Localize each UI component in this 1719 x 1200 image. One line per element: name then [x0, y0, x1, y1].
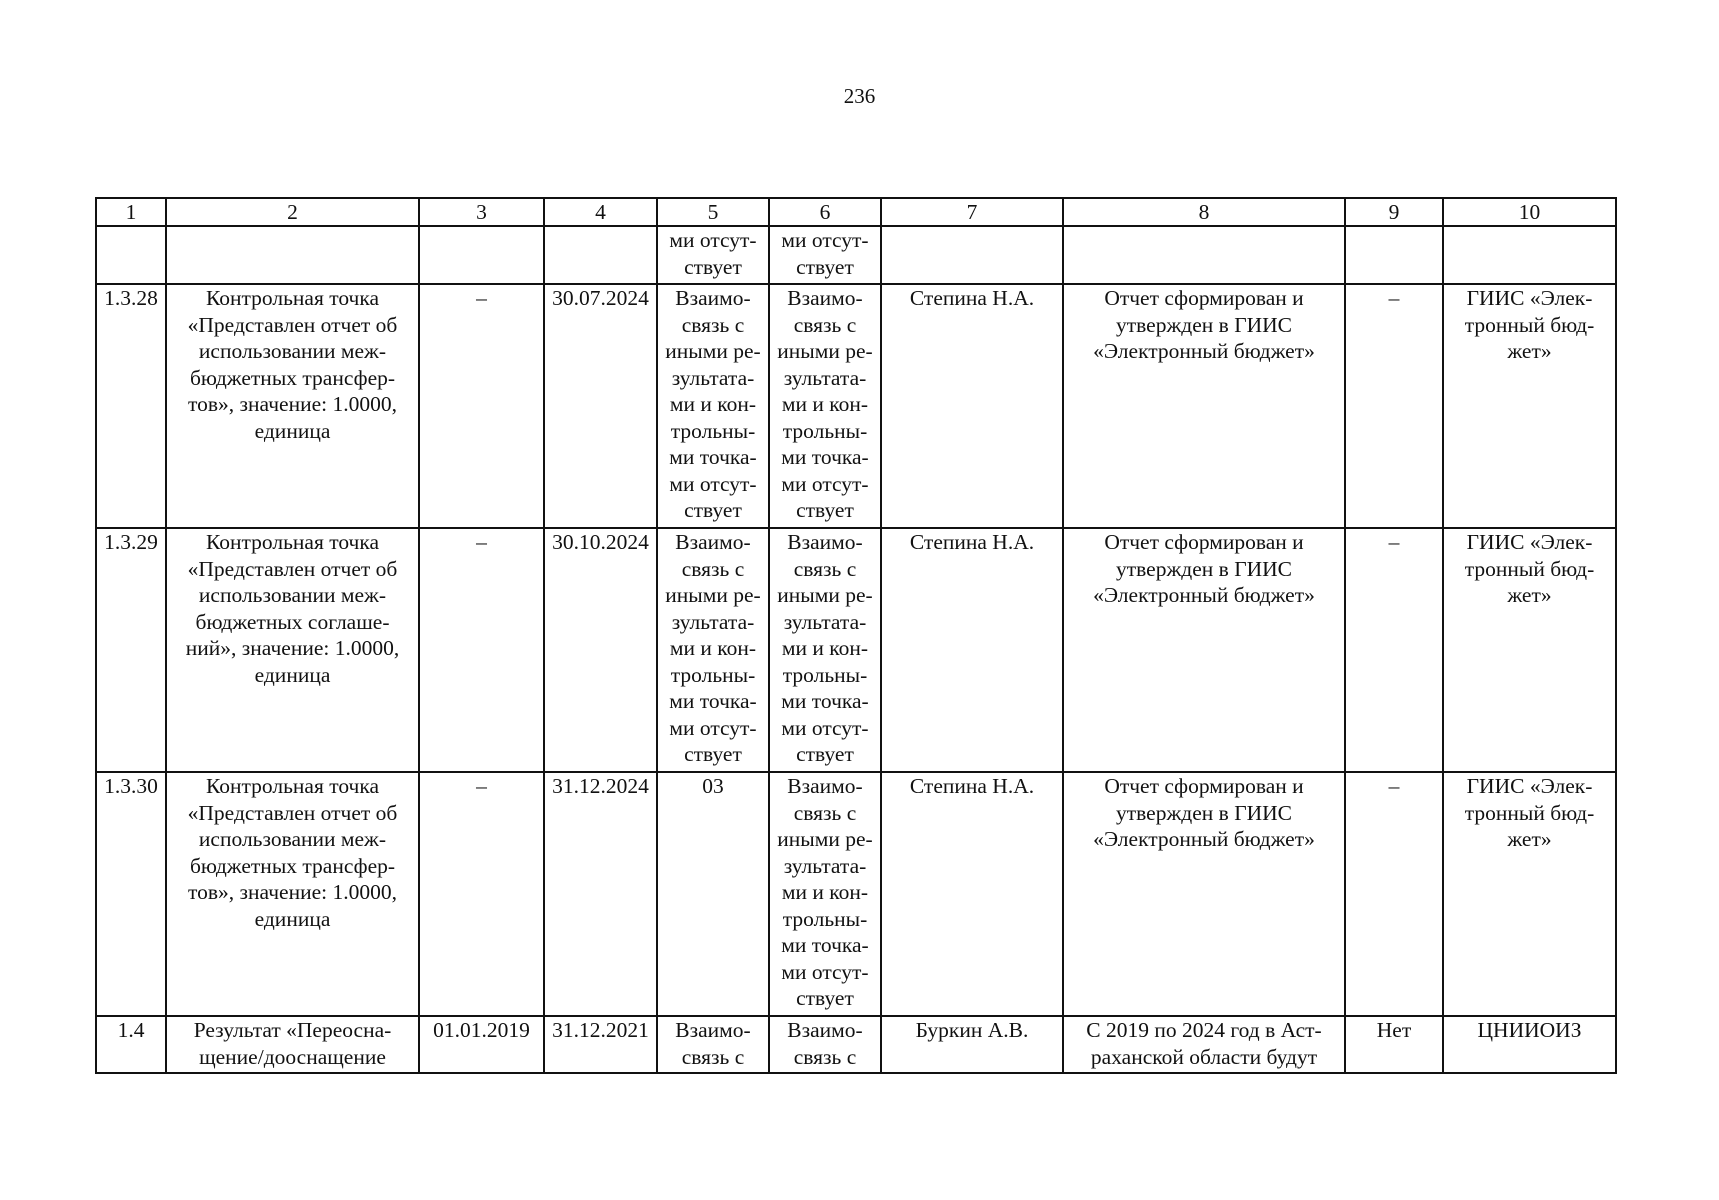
cell-text-line: утвержден в ГИИС: [1115, 800, 1293, 825]
cell-text-line: Взаимо-: [675, 1018, 751, 1042]
table-cell: [419, 226, 544, 284]
cell-text-line: Контрольная точка: [205, 774, 380, 798]
table-cell: [1063, 528, 1345, 772]
table-cell: Степина Н.А.: [881, 772, 1063, 1016]
table-cell: [544, 226, 657, 284]
header-cell: 8: [1063, 198, 1345, 226]
table-row: [96, 772, 1616, 1016]
cell-text-line: Результат «Переосна-: [193, 1018, 392, 1042]
cell-text-line: иными ре-: [665, 583, 761, 607]
table-cell: [769, 284, 881, 528]
cell-text-line: связь с: [681, 1044, 745, 1069]
cell-text-line: ми точка-: [781, 689, 869, 713]
cell-text-line: ми точка-: [781, 933, 869, 957]
cell-text-line: раханской области будут: [1090, 1044, 1318, 1069]
cell-text-line: зультата-: [671, 609, 755, 634]
table-row: [96, 528, 1616, 772]
cell-text-line: зультата-: [783, 609, 867, 634]
table-row: [96, 1016, 1616, 1073]
cell-text-line: утвержден в ГИИС: [1115, 556, 1293, 581]
table-cell: 01.01.2019: [419, 1016, 544, 1073]
table-cell: [166, 528, 419, 772]
cell-text-line: ствует: [796, 254, 854, 279]
table-cell: –: [419, 284, 544, 528]
cell-text-line: трольны-: [670, 662, 756, 687]
cell-text-line: «Представлен отчет об: [187, 556, 398, 581]
table-cell: –: [1345, 284, 1443, 528]
table-cell: [1443, 226, 1616, 284]
cell-text-line: ми и кон-: [781, 392, 869, 416]
cell-text-line: жет»: [1507, 583, 1552, 607]
table-cell: –: [1345, 772, 1443, 1016]
cell-text-line: использовании меж-: [198, 583, 387, 607]
cell-text-line: Контрольная точка: [205, 286, 380, 310]
cell-text-line: трольны-: [782, 662, 868, 687]
cell-text-line: ми и кон-: [669, 392, 757, 416]
table-cell: [769, 1016, 881, 1073]
cell-text-line: использовании меж-: [198, 339, 387, 363]
cell-text-line: С 2019 по 2024 год в Аст-: [1086, 1018, 1322, 1042]
cell-text-line: ми точка-: [781, 445, 869, 469]
page-number: 236: [843, 84, 876, 108]
cell-text-line: иными ре-: [777, 583, 873, 607]
cell-text-line: «Электронный бюджет»: [1093, 827, 1315, 851]
cell-text-line: Взаимо-: [675, 530, 751, 554]
table-row: [96, 284, 1616, 528]
table-cell: [1443, 284, 1616, 528]
table-cell: [166, 772, 419, 1016]
table-cell: 1.4: [96, 1016, 166, 1073]
cell-text-line: тронный бюд-: [1464, 800, 1595, 825]
cell-text-line: ми отсут-: [781, 228, 869, 252]
cell-text-line: связь с: [793, 800, 857, 825]
table-cell: [657, 1016, 769, 1073]
cell-text-line: ЦНИИОИЗ: [1477, 1018, 1582, 1042]
cell-text-line: ми и кон-: [781, 636, 869, 660]
cell-text-line: Отчет сформирован и: [1104, 286, 1304, 310]
cell-text-line: жет»: [1507, 827, 1552, 851]
cell-text-line: щение/дооснащение: [199, 1044, 386, 1069]
cell-text-line: «Представлен отчет об: [187, 800, 398, 825]
cell-text-line: единица: [254, 418, 331, 443]
cell-text-line: ствует: [684, 742, 742, 766]
cell-text-line: трольны-: [670, 418, 756, 443]
table-cell: Нет: [1345, 1016, 1443, 1073]
header-cell: 1: [96, 198, 166, 226]
cell-text-line: утвержден в ГИИС: [1115, 312, 1293, 337]
table-cell: [1443, 772, 1616, 1016]
table-cell: [166, 284, 419, 528]
table-cell: [769, 226, 881, 284]
table-cell: Буркин А.В.: [881, 1016, 1063, 1073]
header-cell: 2: [166, 198, 419, 226]
cell-text-line: ми отсут-: [669, 228, 757, 252]
cell-text-line: иными ре-: [665, 339, 761, 363]
cell-text-line: тронный бюд-: [1464, 556, 1595, 581]
cell-text-line: ГИИС «Элек-: [1466, 774, 1593, 798]
table-cell: [657, 772, 769, 1016]
cell-text-line: тов», значение: 1.0000,: [188, 392, 397, 416]
header-cell: 3: [419, 198, 544, 226]
table-cell: [96, 226, 166, 284]
table-cell: [881, 226, 1063, 284]
header-cell: 7: [881, 198, 1063, 226]
cell-text-line: использовании меж-: [198, 827, 387, 851]
column-number-row: [96, 198, 1616, 226]
header-cell: 6: [769, 198, 881, 226]
cell-text-line: Взаимо-: [787, 774, 863, 798]
table-cell: 1.3.29: [96, 528, 166, 772]
table-cell: [769, 528, 881, 772]
cell-text-line: зультата-: [671, 365, 755, 390]
table-cell: [769, 772, 881, 1016]
cell-text-line: «Электронный бюджет»: [1093, 583, 1315, 607]
cell-text-line: ГИИС «Элек-: [1466, 530, 1593, 554]
cell-text-line: Взаимо-: [675, 286, 751, 310]
cell-text-line: связь с: [793, 1044, 857, 1069]
cell-text-line: ний», значение: 1.0000,: [185, 636, 400, 660]
cell-text-line: связь с: [793, 312, 857, 337]
cell-text-line: ми и кон-: [669, 636, 757, 660]
table-cell: [657, 528, 769, 772]
cell-text-line: связь с: [681, 556, 745, 581]
table-cell: [657, 226, 769, 284]
cell-text-line: Взаимо-: [787, 1018, 863, 1042]
table-cell: [1063, 284, 1345, 528]
cell-text-line: единица: [254, 906, 331, 931]
cell-text-line: Отчет сформирован и: [1104, 774, 1304, 798]
cell-text-line: иными ре-: [777, 339, 873, 363]
cell-text-line: трольны-: [782, 906, 868, 931]
table-cell: –: [419, 528, 544, 772]
table-cell: 31.12.2021: [544, 1016, 657, 1073]
cell-text-line: ми отсут-: [781, 715, 869, 740]
cell-text-line: ми отсут-: [781, 471, 869, 496]
header-cell: 9: [1345, 198, 1443, 226]
cell-text-line: ми и кон-: [781, 880, 869, 904]
cell-text-line: ствует: [796, 986, 854, 1010]
cell-text-line: 03: [702, 774, 724, 798]
cell-text-line: иными ре-: [777, 827, 873, 851]
table-cell: [1063, 772, 1345, 1016]
table-cell: [1443, 1016, 1616, 1073]
header-cell: 5: [657, 198, 769, 226]
table-cell: 30.10.2024: [544, 528, 657, 772]
cell-text-line: бюджетных трансфер-: [189, 853, 396, 878]
table-cell: [657, 284, 769, 528]
table-cell: 30.07.2024: [544, 284, 657, 528]
cell-text-line: Взаимо-: [787, 286, 863, 310]
table-cell: [1063, 1016, 1345, 1073]
header-cell: 4: [544, 198, 657, 226]
cell-text-line: зультата-: [783, 853, 867, 878]
table-body: [96, 198, 1616, 1073]
cell-text-line: ствует: [796, 742, 854, 766]
table-cell: [166, 1016, 419, 1073]
cell-text-line: Контрольная точка: [205, 530, 380, 554]
cell-text-line: ми точка-: [669, 445, 757, 469]
cell-text-line: ГИИС «Элек-: [1466, 286, 1593, 310]
table-cell: 1.3.28: [96, 284, 166, 528]
cell-text-line: связь с: [681, 312, 745, 337]
cell-text-line: Взаимо-: [787, 530, 863, 554]
cell-text-line: бюджетных трансфер-: [189, 365, 396, 390]
control-points-table: [95, 197, 1617, 1074]
cell-text-line: связь с: [793, 556, 857, 581]
continuation-row: [96, 226, 1616, 284]
table-cell: –: [1345, 528, 1443, 772]
table-cell: [166, 226, 419, 284]
cell-text-line: бюджетных соглаше-: [195, 609, 390, 634]
table-cell: [1063, 226, 1345, 284]
table-cell: [1345, 226, 1443, 284]
table-cell: 1.3.30: [96, 772, 166, 1016]
cell-text-line: «Представлен отчет об: [187, 312, 398, 337]
cell-text-line: ми отсут-: [669, 715, 757, 740]
cell-text-line: ствует: [684, 498, 742, 522]
cell-text-line: единица: [254, 662, 331, 687]
cell-text-line: ми отсут-: [669, 471, 757, 496]
cell-text-line: жет»: [1507, 339, 1552, 363]
table-cell: 31.12.2024: [544, 772, 657, 1016]
cell-text-line: ствует: [796, 498, 854, 522]
cell-text-line: зультата-: [783, 365, 867, 390]
cell-text-line: ствует: [684, 254, 742, 279]
cell-text-line: тов», значение: 1.0000,: [188, 880, 397, 904]
cell-text-line: тронный бюд-: [1464, 312, 1595, 337]
cell-text-line: Отчет сформирован и: [1104, 530, 1304, 554]
header-cell: 10: [1443, 198, 1616, 226]
cell-text-line: трольны-: [782, 418, 868, 443]
table-cell: –: [419, 772, 544, 1016]
cell-text-line: «Электронный бюджет»: [1093, 339, 1315, 363]
table-cell: Степина Н.А.: [881, 528, 1063, 772]
cell-text-line: ми отсут-: [781, 959, 869, 984]
table-cell: [1443, 528, 1616, 772]
table-cell: Степина Н.А.: [881, 284, 1063, 528]
cell-text-line: ми точка-: [669, 689, 757, 713]
